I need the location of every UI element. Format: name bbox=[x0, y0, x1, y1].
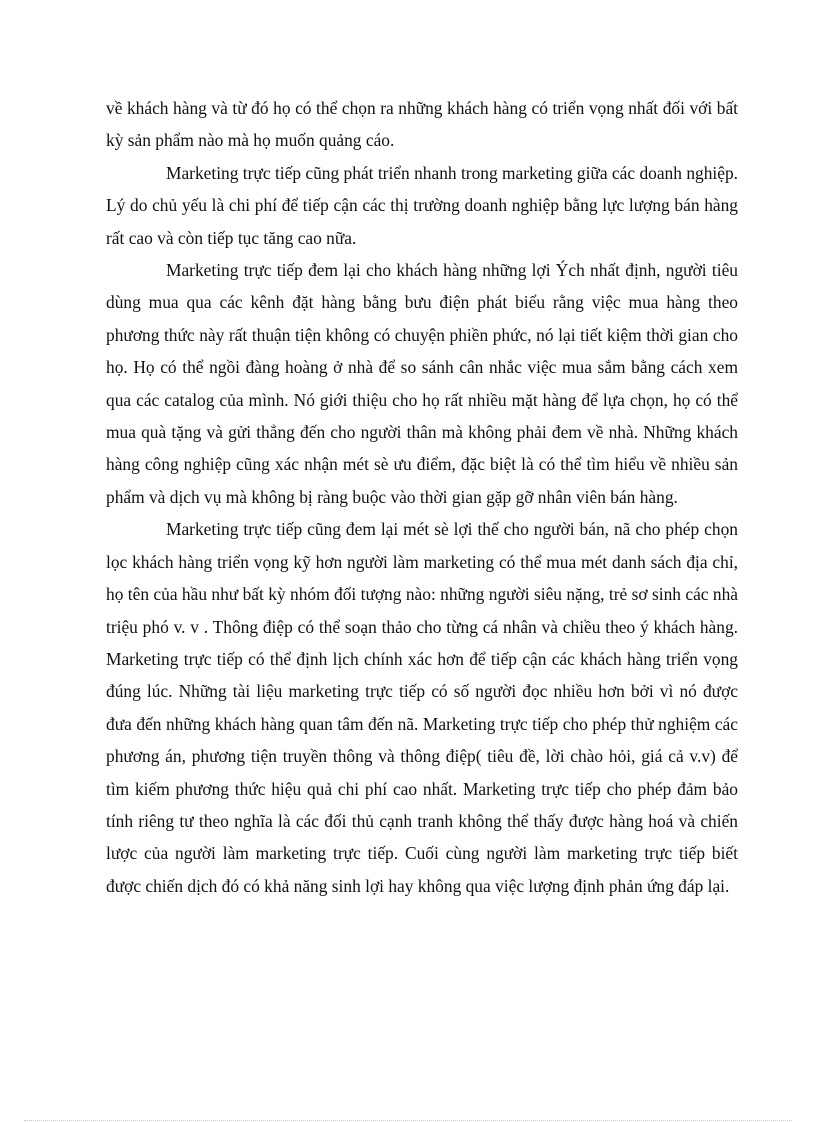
page-bottom-divider bbox=[24, 1120, 792, 1121]
paragraph-continuation: về khách hàng và từ đó họ có thể chọn ra những khách hàng có triển vọng nhất đối với bất kỳ sản phẩm nào mà họ muốn quảng cáo. bbox=[106, 98, 738, 151]
body-text bbox=[106, 92, 738, 902]
paragraph-seller-benefits: Marketing trực tiếp cũng đem lại mét sè lợi thế cho người bán, nã cho phép chọn lọc khách hàng triển vọng kỹ hơn người làm marketing có thể mua mét danh sách địa chỉ, họ tên của hầu như bất kỳ nhóm đối tượng nào: những người siêu nặng, trẻ sơ sinh các nhà triệu phó v. v . Thông điệp có thể soạn thảo cho từng cá nhân và chiều theo ý khách hàng. Marketing trực tiếp có thể định lịch chính xác hơn để tiếp cận các khách hàng triển vọng đúng lúc. Những tài liệu marketing trực tiếp có số người đọc nhiều hơn bởi vì nó được đưa đến những khách hàng quan tâm đến nã. Marketing trực tiếp cho phép thử nghiệm các phương án, phương tiện truyền thông và thông điệp( tiêu đề, lời chào hỏi, giá cả v.v) để tìm kiếm phương thức hiệu quả chi phí cao nhất. Marketing trực tiếp cho phép đảm bảo tính riêng tư theo nghĩa là các đối thủ cạnh tranh không thể thấy được hàng hoá và chiến lược của người làm marketing trực tiếp. Cuối cùng người làm marketing trực tiếp biết được chiến dịch đó có khả năng sinh lợi hay không qua việc lượng định phản ứng đáp lại. bbox=[106, 519, 738, 896]
paragraph-customer-benefits: Marketing trực tiếp đem lại cho khách hàng những lợi Ých nhất định, người tiêu dùng mua qua các kênh đặt hàng bằng bưu điện phát biểu rằng việc mua hàng theo phương thức này rất thuận tiện không có chuyện phiền phức, nó lại tiết kiệm thời gian cho họ. Họ có thể ngồi đàng hoàng ở nhà để so sánh cân nhắc việc mua sắm bằng cách xem qua các catalog của mình. Nó giới thiệu cho họ rất nhiều mặt hàng để lựa chọn, họ có thể mua quà tặng và gửi thẳng đến cho người thân mà không phải đem về nhà. Những khách hàng công nghiệp cũng xác nhận mét sè ưu điểm, đặc biệt là có thể tìm hiểu về nhiều sản phẩm và dịch vụ mà không bị ràng buộc vào thời gian gặp gỡ nhân viên bán hàng. bbox=[106, 260, 738, 507]
paragraph-b2b-growth: Marketing trực tiếp cũng phát triển nhanh trong marketing giữa các doanh nghiệp. Lý do chủ yếu là chi phí để tiếp cận các thị trường doanh nghiệp bằng lực lượng bán hàng rất cao và còn tiếp tục tăng cao nữa. bbox=[106, 162, 738, 248]
